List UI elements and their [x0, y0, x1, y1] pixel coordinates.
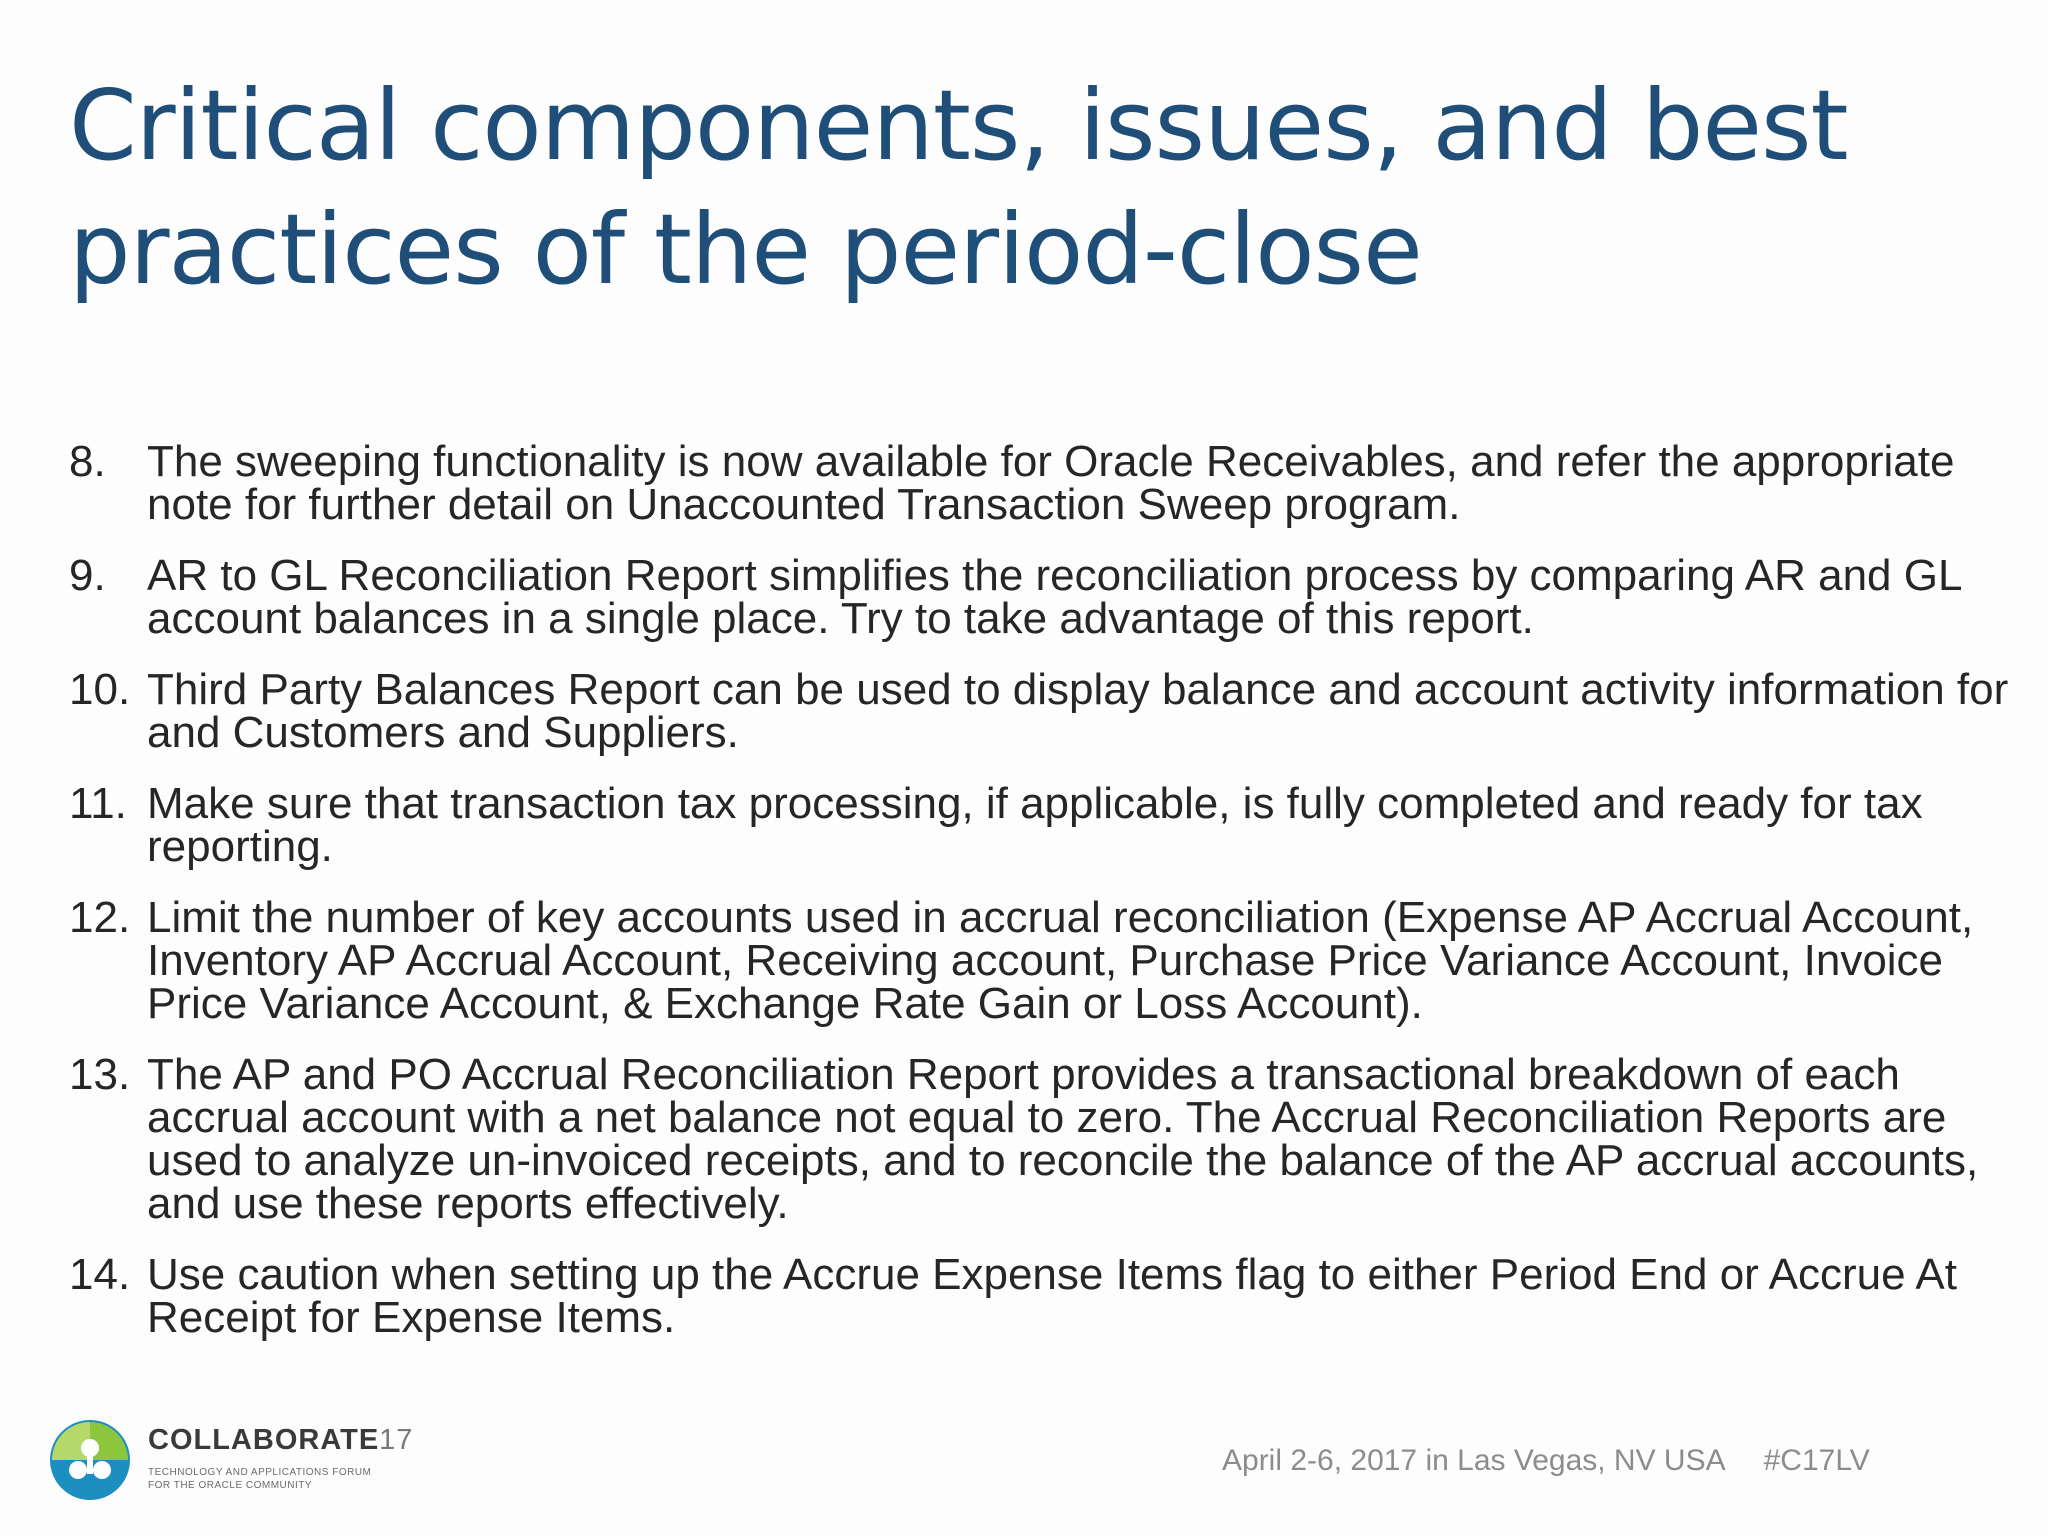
item-number: 10. — [69, 665, 131, 714]
item-number: 13. — [69, 1050, 131, 1099]
item-text: Limit the number of key accounts used in accrual reconciliation (Expense AP Accrual Account, Inventory AP Accrual Account, Receiving account, Purchase Price Variance Account, Invoice Price Variance Account, & Exchange Rate Gain or Loss Account). — [147, 893, 1974, 1028]
logo-tagline — [148, 1466, 371, 1492]
logo-wordmark-text: COLLABORATE — [148, 1424, 380, 1456]
item-number: 11. — [69, 779, 127, 828]
best-practices-list — [69, 437, 2019, 1367]
item-text: AR to GL Reconciliation Report simplifies the reconciliation process by comparing AR and GL account balances in a single place. Try to take advantage of this report. — [147, 551, 1961, 643]
item-number: 12. — [69, 893, 131, 942]
list-item — [69, 893, 2019, 1028]
slide-title-line-2: practices of the period-close — [69, 193, 1422, 306]
item-text: Use caution when setting up the Accrue Expense Items flag to either Period End or Accrue At Receipt for Expense Items. — [147, 1250, 1957, 1342]
list-item — [69, 1050, 2019, 1228]
list-item — [69, 665, 2019, 757]
list-item — [69, 551, 2019, 643]
collaborate-logo — [48, 1418, 468, 1498]
item-number: 14. — [69, 1250, 131, 1299]
item-text: Make sure that transaction tax processing, if applicable, is fully completed and ready for tax reporting. — [147, 779, 1923, 871]
item-text: The sweeping functionality is now available for Oracle Receivables, and refer the appropriate note for further detail on Unaccounted Transaction Sweep program. — [147, 437, 1955, 529]
item-text: Third Party Balances Report can be used to display balance and account activity information for and Customers and Suppliers. — [147, 665, 2009, 757]
list-item — [69, 1250, 2019, 1342]
collaborate-logo-icon — [48, 1418, 132, 1502]
list-item — [69, 437, 2019, 529]
logo-wordmark — [148, 1424, 413, 1457]
footer-event-info — [1222, 1444, 1870, 1478]
item-number: 9. — [69, 551, 106, 600]
slide-title-line-1: Critical components, issues, and best — [69, 69, 1848, 182]
event-date-location: April 2-6, 2017 in Las Vegas, NV USA — [1222, 1444, 1726, 1477]
logo-year: 17 — [379, 1424, 414, 1456]
logo-tagline-line-1: TECHNOLOGY AND APPLICATIONS FORUM — [148, 1467, 372, 1478]
item-number: 8. — [69, 437, 106, 486]
event-hashtag: #C17LV — [1763, 1444, 1870, 1477]
slide-title — [69, 64, 1969, 312]
logo-tagline-line-2: FOR THE ORACLE COMMUNITY — [148, 1480, 313, 1491]
item-text: The AP and PO Accrual Reconciliation Report provides a transactional breakdown of each accrual account with a net balance not equal to zero. The Accrual Reconciliation Reports are used to analyze un-invoiced receipts, and to reconcile the balance of the AP accrual accounts, and use these reports effectively. — [147, 1050, 1979, 1228]
list-item — [69, 779, 2019, 871]
